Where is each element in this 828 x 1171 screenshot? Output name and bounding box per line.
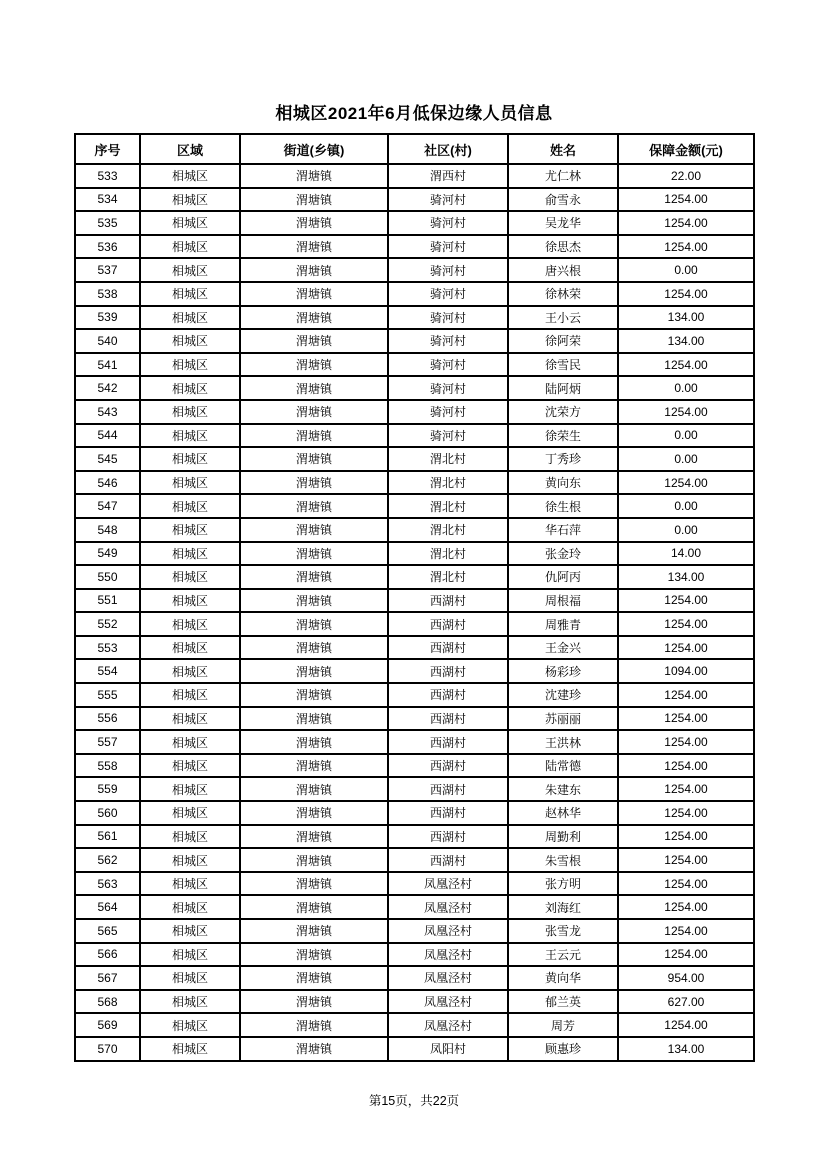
table-cell: 西湖村 <box>388 777 508 801</box>
table-cell: 朱雪根 <box>508 848 618 872</box>
table-row <box>75 211 754 235</box>
table-cell: 567 <box>75 966 140 990</box>
table-cell: 杨彩珍 <box>508 659 618 683</box>
table-row <box>75 990 754 1014</box>
table-cell: 西湖村 <box>388 801 508 825</box>
table-cell: 134.00 <box>618 1037 754 1061</box>
table-cell: 相城区 <box>140 306 240 330</box>
table-cell: 渭塘镇 <box>240 164 388 188</box>
table-cell: 627.00 <box>618 990 754 1014</box>
table-cell: 渭塘镇 <box>240 376 388 400</box>
table-cell: 1254.00 <box>618 707 754 731</box>
table-cell: 相城区 <box>140 424 240 448</box>
table-cell: 西湖村 <box>388 636 508 660</box>
table-cell: 1254.00 <box>618 235 754 259</box>
table-cell: 渭塘镇 <box>240 943 388 967</box>
table-cell: 渭塘镇 <box>240 400 388 424</box>
table-cell: 535 <box>75 211 140 235</box>
table-cell: 134.00 <box>618 306 754 330</box>
table-cell: 骑河村 <box>388 306 508 330</box>
table-cell: 西湖村 <box>388 707 508 731</box>
table-row <box>75 329 754 353</box>
table-cell: 相城区 <box>140 754 240 778</box>
table-cell: 渭塘镇 <box>240 306 388 330</box>
table-cell: 渭塘镇 <box>240 683 388 707</box>
table-cell: 570 <box>75 1037 140 1061</box>
table-cell: 西湖村 <box>388 730 508 754</box>
table-cell: 1254.00 <box>618 471 754 495</box>
table-cell: 渭北村 <box>388 494 508 518</box>
table-cell: 546 <box>75 471 140 495</box>
table-cell: 0.00 <box>618 258 754 282</box>
table-cell: 周芳 <box>508 1013 618 1037</box>
table-row <box>75 612 754 636</box>
table-cell: 渭塘镇 <box>240 872 388 896</box>
table-row <box>75 1037 754 1061</box>
table-cell: 渭塘镇 <box>240 447 388 471</box>
table-cell: 1254.00 <box>618 895 754 919</box>
table-cell: 1254.00 <box>618 919 754 943</box>
table-row <box>75 730 754 754</box>
table-cell: 1254.00 <box>618 211 754 235</box>
table-cell: 相城区 <box>140 919 240 943</box>
table-cell: 相城区 <box>140 447 240 471</box>
table-cell: 渭塘镇 <box>240 424 388 448</box>
table-cell: 相城区 <box>140 730 240 754</box>
table-cell: 凤阳村 <box>388 1037 508 1061</box>
table-cell: 尤仁林 <box>508 164 618 188</box>
table-cell: 相城区 <box>140 471 240 495</box>
table-cell: 张金玲 <box>508 542 618 566</box>
table-cell: 537 <box>75 258 140 282</box>
table-cell: 渭塘镇 <box>240 353 388 377</box>
table-cell: 凤凰泾村 <box>388 919 508 943</box>
table-cell: 相城区 <box>140 1013 240 1037</box>
table-cell: 相城区 <box>140 211 240 235</box>
table-cell: 相城区 <box>140 636 240 660</box>
table-cell: 周雅青 <box>508 612 618 636</box>
table-cell: 俞雪永 <box>508 188 618 212</box>
table-cell: 西湖村 <box>388 754 508 778</box>
table-row <box>75 424 754 448</box>
column-header-community: 社区(村) <box>388 134 508 164</box>
table-cell: 骑河村 <box>388 258 508 282</box>
table-cell: 134.00 <box>618 329 754 353</box>
table-cell: 564 <box>75 895 140 919</box>
table-cell: 1254.00 <box>618 848 754 872</box>
table-cell: 563 <box>75 872 140 896</box>
table-cell: 徐生根 <box>508 494 618 518</box>
table-cell: 1254.00 <box>618 400 754 424</box>
table-cell: 渭塘镇 <box>240 966 388 990</box>
table-cell: 骑河村 <box>388 211 508 235</box>
table-header-row <box>75 134 754 164</box>
table-cell: 渭塘镇 <box>240 612 388 636</box>
table-cell: 凤凰泾村 <box>388 895 508 919</box>
table-cell: 0.00 <box>618 518 754 542</box>
table-cell: 骑河村 <box>388 400 508 424</box>
table-cell: 骑河村 <box>388 424 508 448</box>
table-cell: 1254.00 <box>618 282 754 306</box>
table-cell: 541 <box>75 353 140 377</box>
table-cell: 渭北村 <box>388 565 508 589</box>
table-cell: 553 <box>75 636 140 660</box>
table-row <box>75 801 754 825</box>
table-cell: 顾惠珍 <box>508 1037 618 1061</box>
table-cell: 西湖村 <box>388 659 508 683</box>
table-cell: 张方明 <box>508 872 618 896</box>
table-cell: 相城区 <box>140 943 240 967</box>
table-cell: 渭塘镇 <box>240 848 388 872</box>
table-cell: 渭塘镇 <box>240 211 388 235</box>
table-cell: 王洪林 <box>508 730 618 754</box>
table-cell: 渭塘镇 <box>240 188 388 212</box>
table-cell: 凤凰泾村 <box>388 872 508 896</box>
table-cell: 渭北村 <box>388 471 508 495</box>
table-row <box>75 518 754 542</box>
table-cell: 丁秀珍 <box>508 447 618 471</box>
table-cell: 渭塘镇 <box>240 659 388 683</box>
table-cell: 相城区 <box>140 164 240 188</box>
table-cell: 1254.00 <box>618 825 754 849</box>
table-cell: 1094.00 <box>618 659 754 683</box>
table-row <box>75 659 754 683</box>
table-cell: 562 <box>75 848 140 872</box>
table-cell: 1254.00 <box>618 1013 754 1037</box>
table-cell: 552 <box>75 612 140 636</box>
table-cell: 刘海红 <box>508 895 618 919</box>
table-cell: 554 <box>75 659 140 683</box>
table-cell: 王小云 <box>508 306 618 330</box>
table-cell: 相城区 <box>140 565 240 589</box>
table-cell: 相城区 <box>140 400 240 424</box>
table-cell: 凤凰泾村 <box>388 990 508 1014</box>
table-row <box>75 707 754 731</box>
table-row <box>75 777 754 801</box>
table-cell: 渭塘镇 <box>240 518 388 542</box>
table-cell: 朱建东 <box>508 777 618 801</box>
table-cell: 徐林荣 <box>508 282 618 306</box>
column-header-street: 街道(乡镇) <box>240 134 388 164</box>
table-cell: 渭北村 <box>388 447 508 471</box>
table-cell: 550 <box>75 565 140 589</box>
table-cell: 徐思杰 <box>508 235 618 259</box>
table-cell: 相城区 <box>140 848 240 872</box>
table-cell: 渭塘镇 <box>240 282 388 306</box>
table-cell: 渭塘镇 <box>240 542 388 566</box>
table-cell: 533 <box>75 164 140 188</box>
table-cell: 547 <box>75 494 140 518</box>
table-cell: 544 <box>75 424 140 448</box>
table-cell: 相城区 <box>140 518 240 542</box>
table-cell: 相城区 <box>140 990 240 1014</box>
column-header-region: 区域 <box>140 134 240 164</box>
table-row <box>75 895 754 919</box>
table-cell: 西湖村 <box>388 825 508 849</box>
table-row <box>75 282 754 306</box>
table-cell: 骑河村 <box>388 235 508 259</box>
table-cell: 1254.00 <box>618 872 754 896</box>
table-cell: 苏丽丽 <box>508 707 618 731</box>
table-cell: 相城区 <box>140 329 240 353</box>
table-row <box>75 754 754 778</box>
table-cell: 渭塘镇 <box>240 801 388 825</box>
table-cell: 郁兰英 <box>508 990 618 1014</box>
table-cell: 538 <box>75 282 140 306</box>
table-cell: 558 <box>75 754 140 778</box>
table-cell: 骑河村 <box>388 282 508 306</box>
table-cell: 14.00 <box>618 542 754 566</box>
table-cell: 西湖村 <box>388 612 508 636</box>
table-cell: 相城区 <box>140 235 240 259</box>
table-cell: 陆阿炳 <box>508 376 618 400</box>
table-cell: 相城区 <box>140 376 240 400</box>
table-cell: 唐兴根 <box>508 258 618 282</box>
table-cell: 相城区 <box>140 895 240 919</box>
table-cell: 相城区 <box>140 1037 240 1061</box>
table-cell: 560 <box>75 801 140 825</box>
table-cell: 徐荣生 <box>508 424 618 448</box>
table-cell: 相城区 <box>140 966 240 990</box>
table-row <box>75 494 754 518</box>
table-row <box>75 164 754 188</box>
page-footer: 第15页，共22页 <box>368 1094 460 1108</box>
table-cell: 0.00 <box>618 376 754 400</box>
table-cell: 渭北村 <box>388 518 508 542</box>
table-cell: 赵林华 <box>508 801 618 825</box>
table-cell: 渭西村 <box>388 164 508 188</box>
table-row <box>75 872 754 896</box>
table-cell: 559 <box>75 777 140 801</box>
table-cell: 吴龙华 <box>508 211 618 235</box>
table-cell: 1254.00 <box>618 188 754 212</box>
table-cell: 相城区 <box>140 589 240 613</box>
table-cell: 0.00 <box>618 494 754 518</box>
table-cell: 542 <box>75 376 140 400</box>
table-row <box>75 376 754 400</box>
table-cell: 渭塘镇 <box>240 258 388 282</box>
table-row <box>75 258 754 282</box>
table-cell: 渭塘镇 <box>240 1013 388 1037</box>
table-row <box>75 565 754 589</box>
table-cell: 徐阿荣 <box>508 329 618 353</box>
table-cell: 黄向华 <box>508 966 618 990</box>
table-cell: 551 <box>75 589 140 613</box>
table-cell: 相城区 <box>140 872 240 896</box>
column-header-amount: 保障金额(元) <box>618 134 754 164</box>
table-cell: 134.00 <box>618 565 754 589</box>
table-cell: 张雪龙 <box>508 919 618 943</box>
table-cell: 沈建珍 <box>508 683 618 707</box>
table-cell: 黄向东 <box>508 471 618 495</box>
table-cell: 骑河村 <box>388 188 508 212</box>
table-cell: 相城区 <box>140 258 240 282</box>
table-cell: 0.00 <box>618 447 754 471</box>
table-cell: 渭塘镇 <box>240 707 388 731</box>
table-row <box>75 683 754 707</box>
table-cell: 渭塘镇 <box>240 565 388 589</box>
table-cell: 王金兴 <box>508 636 618 660</box>
table-cell: 渭塘镇 <box>240 990 388 1014</box>
table-cell: 渭塘镇 <box>240 636 388 660</box>
table-cell: 536 <box>75 235 140 259</box>
table-cell: 渭塘镇 <box>240 825 388 849</box>
table-row <box>75 471 754 495</box>
table-cell: 渭塘镇 <box>240 494 388 518</box>
table-cell: 骑河村 <box>388 329 508 353</box>
column-header-index: 序号 <box>75 134 140 164</box>
table-cell: 骑河村 <box>388 376 508 400</box>
table-cell: 相城区 <box>140 825 240 849</box>
table-row <box>75 848 754 872</box>
table-cell: 相城区 <box>140 494 240 518</box>
table-cell: 王云元 <box>508 943 618 967</box>
table-row <box>75 400 754 424</box>
table-body <box>75 164 754 1061</box>
table-cell: 0.00 <box>618 424 754 448</box>
table-cell: 西湖村 <box>388 848 508 872</box>
table-row <box>75 353 754 377</box>
table-cell: 相城区 <box>140 353 240 377</box>
table-cell: 539 <box>75 306 140 330</box>
table-cell: 相城区 <box>140 659 240 683</box>
table-row <box>75 636 754 660</box>
table-row <box>75 447 754 471</box>
table-cell: 相城区 <box>140 188 240 212</box>
table-cell: 相城区 <box>140 542 240 566</box>
table-cell: 渭塘镇 <box>240 235 388 259</box>
table-cell: 568 <box>75 990 140 1014</box>
table-row <box>75 306 754 330</box>
table-cell: 534 <box>75 188 140 212</box>
table-cell: 相城区 <box>140 683 240 707</box>
column-header-name: 姓名 <box>508 134 618 164</box>
table-row <box>75 542 754 566</box>
table-cell: 1254.00 <box>618 730 754 754</box>
table-cell: 西湖村 <box>388 683 508 707</box>
table-cell: 569 <box>75 1013 140 1037</box>
table-row <box>75 235 754 259</box>
table-cell: 相城区 <box>140 282 240 306</box>
table-cell: 1254.00 <box>618 683 754 707</box>
table-cell: 545 <box>75 447 140 471</box>
table-cell: 1254.00 <box>618 589 754 613</box>
table-cell: 陆常德 <box>508 754 618 778</box>
table-cell: 565 <box>75 919 140 943</box>
table-cell: 1254.00 <box>618 636 754 660</box>
table-cell: 华石萍 <box>508 518 618 542</box>
table-cell: 561 <box>75 825 140 849</box>
table-cell: 相城区 <box>140 777 240 801</box>
benefit-table <box>74 133 755 1062</box>
table-row <box>75 589 754 613</box>
table-cell: 相城区 <box>140 801 240 825</box>
table-cell: 渭塘镇 <box>240 329 388 353</box>
table-cell: 仇阿丙 <box>508 565 618 589</box>
table-cell: 1254.00 <box>618 612 754 636</box>
table-cell: 540 <box>75 329 140 353</box>
table-cell: 渭塘镇 <box>240 919 388 943</box>
table-cell: 周根福 <box>508 589 618 613</box>
table-row <box>75 966 754 990</box>
table-cell: 渭北村 <box>388 542 508 566</box>
table-cell: 549 <box>75 542 140 566</box>
table-cell: 1254.00 <box>618 801 754 825</box>
table-cell: 渭塘镇 <box>240 471 388 495</box>
table-cell: 徐雪民 <box>508 353 618 377</box>
table-cell: 渭塘镇 <box>240 895 388 919</box>
table-cell: 渭塘镇 <box>240 730 388 754</box>
table-row <box>75 825 754 849</box>
page-title: 相城区2021年6月低保边缘人员信息 <box>275 104 553 123</box>
table-cell: 渭塘镇 <box>240 777 388 801</box>
table-cell: 556 <box>75 707 140 731</box>
table-cell: 557 <box>75 730 140 754</box>
table-cell: 沈荣方 <box>508 400 618 424</box>
table-cell: 骑河村 <box>388 353 508 377</box>
table-cell: 渭塘镇 <box>240 589 388 613</box>
table-row <box>75 188 754 212</box>
table-cell: 548 <box>75 518 140 542</box>
table-cell: 渭塘镇 <box>240 754 388 778</box>
table-cell: 566 <box>75 943 140 967</box>
table-row <box>75 943 754 967</box>
table-cell: 1254.00 <box>618 943 754 967</box>
table-cell: 凤凰泾村 <box>388 943 508 967</box>
table-row <box>75 919 754 943</box>
table-cell: 1254.00 <box>618 353 754 377</box>
table-cell: 1254.00 <box>618 754 754 778</box>
table-cell: 相城区 <box>140 707 240 731</box>
table-cell: 周勤利 <box>508 825 618 849</box>
table-cell: 凤凰泾村 <box>388 1013 508 1037</box>
table-cell: 1254.00 <box>618 777 754 801</box>
table-cell: 543 <box>75 400 140 424</box>
table-cell: 渭塘镇 <box>240 1037 388 1061</box>
table-cell: 凤凰泾村 <box>388 966 508 990</box>
table-cell: 相城区 <box>140 612 240 636</box>
table-cell: 954.00 <box>618 966 754 990</box>
table-cell: 555 <box>75 683 140 707</box>
table-cell: 22.00 <box>618 164 754 188</box>
table-cell: 西湖村 <box>388 589 508 613</box>
table-row <box>75 1013 754 1037</box>
